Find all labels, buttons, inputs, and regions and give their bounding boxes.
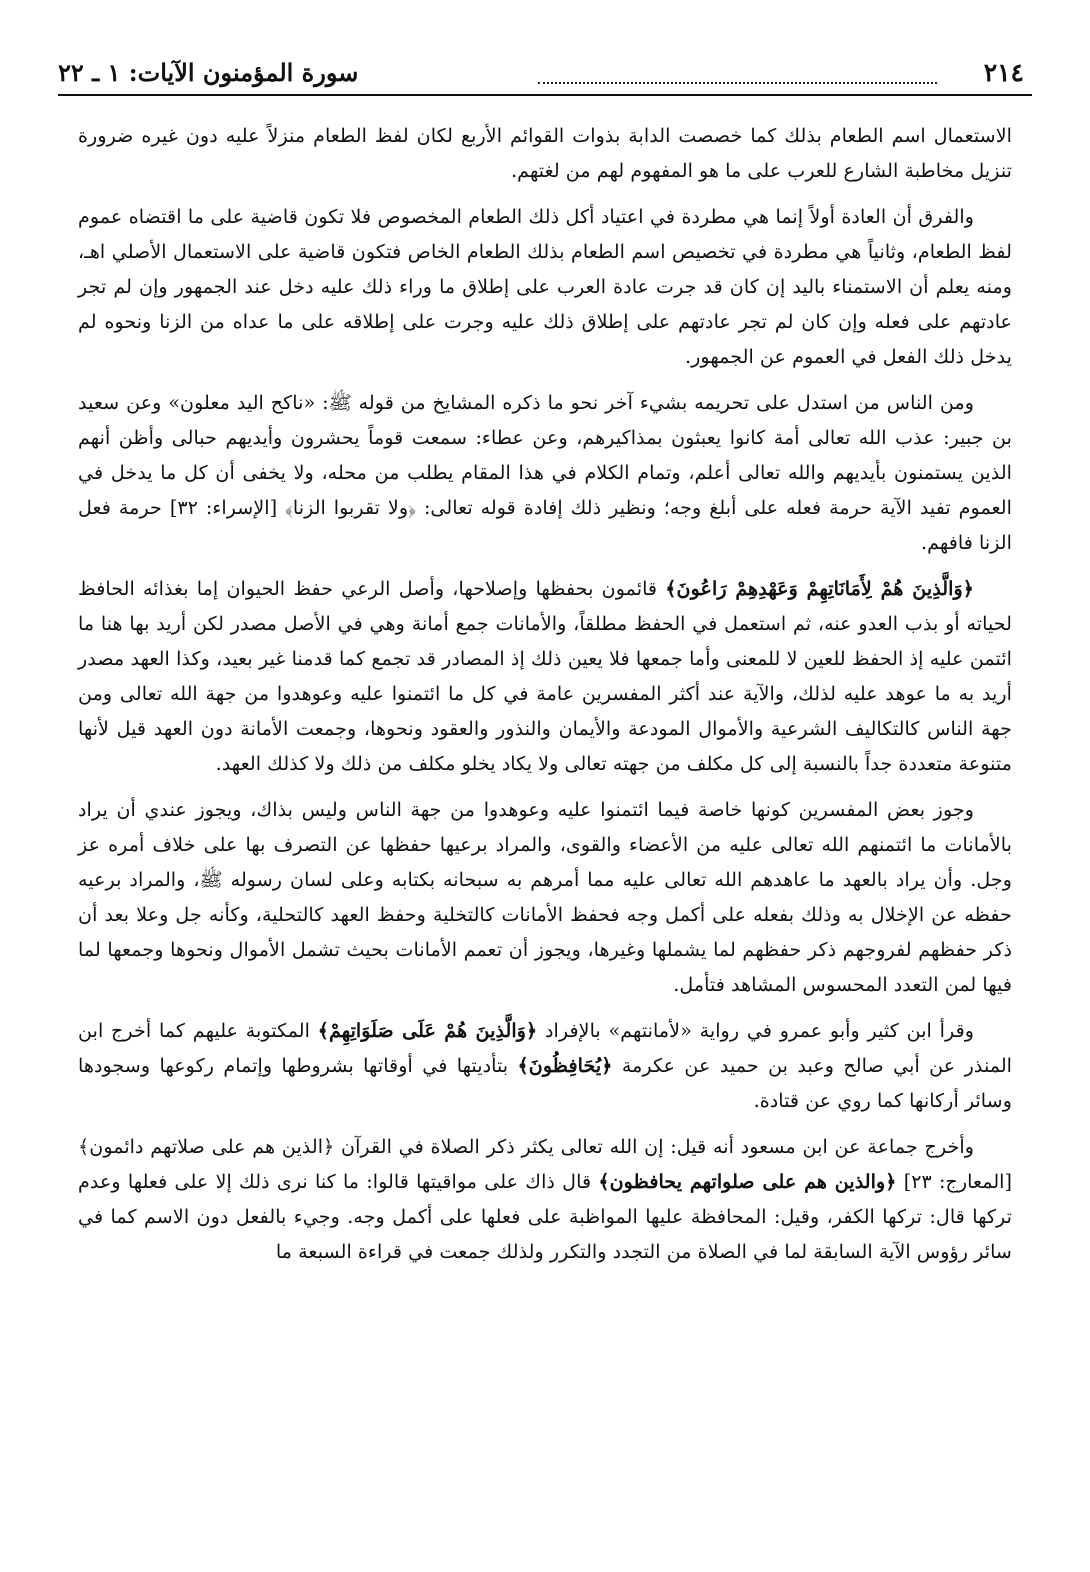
quran-verse: ﴿وَالَّذِينَ هُمْ لِأَمَانَاتِهِمْ وَعَهْدِهِمْ رَاعُونَ﴾ [665,577,974,600]
quran-verse: ﴿وَالَّذِينَ هُمْ عَلَى صَلَوَاتِهِمْ﴾ [317,1019,538,1042]
quran-verse: ﴿يُحَافِظُونَ﴾ [517,1054,613,1077]
paragraph: الاستعمال اسم الطعام بذلك كما خصصت الدابة بذوات القوائم الأربع لكان لفظ الطعام منزلاً عليه دون غيره ضرورة تنزيل مخاطبة الشارع للعرب على ما هو المفهوم لهم من لغتهم. [78,124,1012,182]
quran-verse: ﴿والذين هم على صلواتهم يحافظون﴾ [598,1170,897,1193]
page-header [58,54,1032,96]
paragraph: وأخرج جماعة عن ابن مسعود أنه قيل: إن الله تعالى يكثر ذكر الصلاة في القرآن ﴿الذين هم على صلاتهم دائمون﴾ [المعارج: ٢٣] ﴿والذين هم على صلواتهم يحافظون﴾ قال ذاك على مواقيتها قالوا: ما كنا نرى ذلك إلا على فعلها وعدم تركها قال: تركها الكفر، وقيل: المحافظة عليها المواظبة على فعلها على أكمل وجه. وجيء بالفعل دون الاسم كما في سائر رؤوس الآية السابقة لما في الصلاة من التجدد والتكرر ولذلك جمعت في قراءة السبعة ما [78,1135,1012,1263]
paragraph: ومن الناس من استدل على تحريمه بشيء آخر نحو ما ذكره المشايخ من قوله ﷺ: «ناكح اليد معلون» وعن سعيد بن جبير: عذب الله تعالى أمة كانوا يعبثون بمذاكيرهم، وعن عطاء: سمعت قوماً يحشرون وأيديهم حبالى وأظن أنهم الذين يستمنون بأيديهم والله تعالى أعلم، وتمام الكلام في هذا المقام يطلب من محله، ولا يخفى أن كل ما يدخل في العموم تفيد الآية حرمة فعله على أبلغ وجه؛ ونظير ذلك إفادة قوله تعالى: ﴿ولا تقربوا الزنا﴾ [الإسراء: ٣٢] حرمة فعل الزنا فافهم. [78,391,1012,554]
paragraph: وقرأ ابن كثير وأبو عمرو في رواية «لأمانتهم» بالإفراد ﴿وَالَّذِينَ هُمْ عَلَى صَلَوَاتِهِمْ﴾ المكتوبة عليهم كما أخرج ابن المنذر عن أبي صالح وعبد بن حميد عن عكرمة ﴿يُحَافِظُونَ﴾ بتأديتها في أوقاتها بشروطها وإتمام ركوعها وسجودها وسائر أركانها كما روي عن قتادة. [78,1019,1013,1112]
paragraph: والفرق أن العادة أولاً إنما هي مطردة في اعتياد أكل ذلك الطعام المخصوص فلا تكون قاضية على ما اقتضاه عموم لفظ الطعام، وثانياً هي مطردة في تخصيص اسم الطعام بذلك الطعام الخاص فتكون قاضية على الاستعمال الأصلي اهـ، ومنه يعلم أن الاستمناء باليد إن كان قد جرت عادة العرب على إطلاق ما وراء ذلك عليه دخل عند الجمهور وإن لم تجر عادتهم على فعله وإن كان لم تجر عادتهم على إطلاق ذلك عليه وجرت على إطلاقه على ما عداه من الزنا ونحوه لم يدخل ذلك الفعل في العموم عن الجمهور. [78,205,1012,368]
running-title: سورة المؤمنون الآيات: ١ ـ ٢٢ [58,58,359,87]
paragraph: وجوز بعض المفسرين كونها خاصة فيما ائتمنوا عليه وعوهدوا من جهة الناس وليس بذاك، ويجوز عندي أن يراد بالأمانات ما ائتمنهم الله تعالى عليه من الأعضاء والقوى، والمراد برعيها حفظها عن التصرف بها على خلاف أمره عز وجل. وأن يراد بالعهد ما عاهدهم الله تعالى عليه مما أمرهم به سبحانه بكتابه وعلى لسان رسوله ﷺ، والمراد برعيه حفظه عن الإخلال به وذلك بفعله على أكمل وجه فحفظ الأمانات كالتخلية وحفظ العهد كالتحلية، وكأنه جل وعلا بعد أن ذكر حفظهم لفروجهم ذكر حفظهم لما يشملها وغيرها، ويجوز أن تعمم الأمانات بحيث تشمل الأموال ونحوها وجمعها لما فيها لمن التعدد المحسوس المشاهد فتأمل. [78,798,1012,996]
page-body [78,118,1012,1552]
paragraph: ﴿وَالَّذِينَ هُمْ لِأَمَانَاتِهِمْ وَعَهْدِهِمْ رَاعُونَ﴾ قائمون بحفظها وإصلاحها، وأصل الرعي حفظ الحيوان إما بغذائه الحافظ لحياته أو بذب العدو عنه، ثم استعمل في الحفظ مطلقاً، والأمانات جمع أمانة وهي في الأصل مصدر لكن أريد بها هنا ما ائتمن عليه إذ الحفظ للعين لا للمعنى وأما جمعها فلا يعين ذلك إذ المصادر قد تجمع كما قدمنا غير بعيد، وكذا العهد مصدر أريد به ما عوهد عليه لذلك، والآية عند أكثر المفسرين عامة في كل ما ائتمنوا عليه وعوهدوا من جهة الله تعالى ومن جهة الناس كالتكاليف الشرعية والأموال المودعة والأيمان والنذور والعقود ونحوها، وجمعت الأمانة دون العهد قيل لأنها متنوعة متعددة جداً بالنسبة إلى كل مكلف من جهته تعالى ولا يكاد يخلو مكلف من ذلك ولا كذلك العهد. [78,577,1012,775]
page-number: ٢١٤ [983,58,1024,87]
header-leader-dots [538,82,937,84]
